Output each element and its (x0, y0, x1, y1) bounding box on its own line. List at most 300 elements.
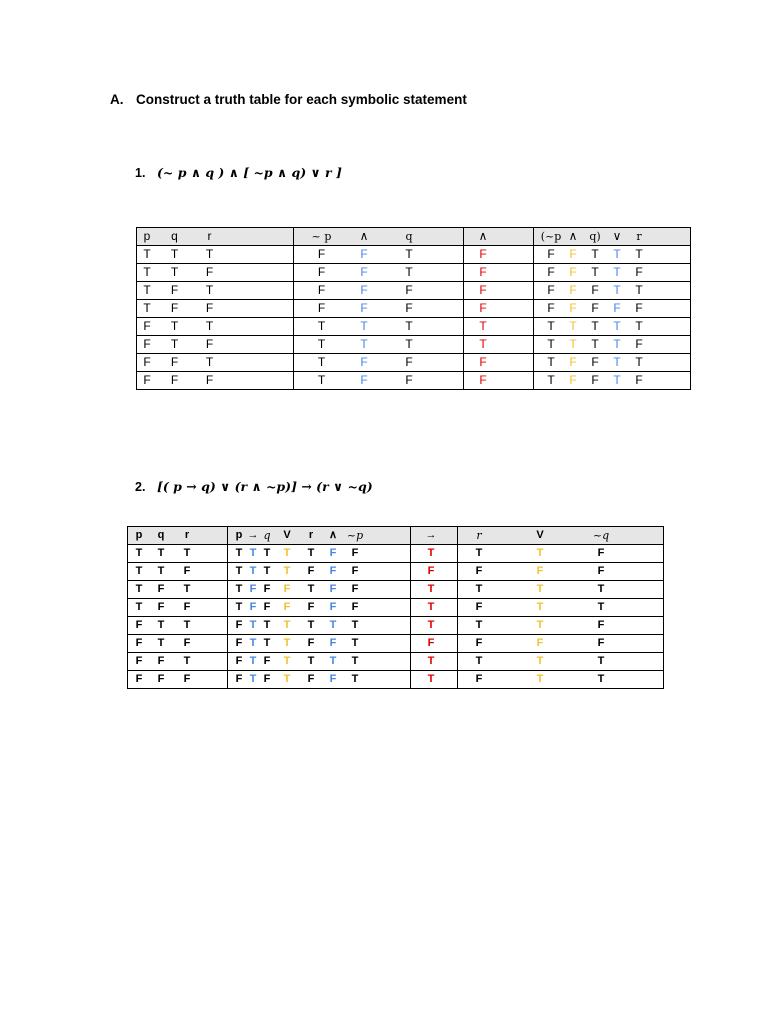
table1-value-cell: F (591, 283, 599, 297)
table2-row (128, 545, 664, 563)
table2-value-cell: F (597, 619, 605, 631)
table2-value-cell: F (329, 637, 337, 649)
table1-value-cell: F (170, 283, 179, 297)
table2-value-cell: F (235, 637, 243, 649)
table2-value-cell: F (183, 673, 191, 685)
table2-value-cell: F (329, 547, 337, 559)
table1-value-cell: T (591, 247, 599, 261)
table2-header-cell: p (135, 529, 143, 541)
table2-value-cell: T (427, 601, 435, 613)
table2-value-cell: T (263, 565, 271, 577)
table1-group-3 (464, 318, 534, 336)
table2-value-cell: F (475, 637, 483, 649)
table2-value-cell: F (183, 637, 191, 649)
table1-value-cell: F (613, 301, 621, 315)
table1-value-cell: T (405, 247, 413, 261)
table2-row (128, 653, 664, 671)
table2-group-3 (411, 653, 458, 671)
table1-header-cell: ~ p (311, 230, 332, 243)
table1-value-cell: F (360, 247, 368, 261)
table1-value-cell: F (569, 265, 577, 279)
table2-header-cell: → (247, 529, 259, 541)
table2-value-cell: T (427, 673, 435, 685)
table2-row (128, 581, 664, 599)
table1-group-2 (294, 336, 464, 354)
table1-header-cell: ∧ (359, 229, 369, 243)
table1-value-cell: T (613, 373, 621, 387)
section-heading (110, 92, 467, 107)
table2-value-cell: F (536, 565, 544, 577)
table1-header-cell: r (636, 230, 642, 243)
table1-value-cell: F (635, 337, 643, 351)
table1-value-cell: T (479, 319, 487, 333)
table2-value-cell: T (329, 655, 337, 667)
table1-header-cell: p (143, 229, 151, 243)
table1-header-cell: ∧ (568, 229, 578, 243)
table1-value-cell: T (613, 265, 621, 279)
table2-value-cell: F (249, 601, 257, 613)
table2-value-cell: F (307, 565, 315, 577)
table1-value-cell: T (569, 337, 577, 351)
table2-value-cell: T (283, 619, 291, 631)
table2-value-cell: F (475, 565, 483, 577)
table1-value-cell: F (317, 247, 326, 261)
table2-value-cell: F (475, 673, 483, 685)
table2-group-4 (458, 635, 664, 653)
statement-1-expression: (~ p ∧ q ) ∧ [ ~p ∧ q) ∨ r ] (157, 165, 342, 180)
table2-group-2 (228, 563, 411, 581)
table2-group-1 (128, 635, 228, 653)
table2-value-cell: F (597, 547, 605, 559)
table2-value-cell: F (235, 655, 243, 667)
table2-group-2 (228, 545, 411, 563)
table1-value-cell: T (170, 247, 179, 261)
table2-value-cell: T (536, 673, 544, 685)
table2-value-cell: T (536, 583, 544, 595)
table2-value-cell: F (351, 565, 359, 577)
table1-value-cell: T (170, 265, 179, 279)
table2-value-cell: F (597, 637, 605, 649)
table1-value-cell: F (635, 265, 643, 279)
table1-value-cell: F (479, 247, 487, 261)
table1-value-cell: F (205, 301, 214, 315)
table1-value-cell: F (143, 355, 151, 369)
table1-group-3 (464, 354, 534, 372)
table2-group-4 (458, 617, 664, 635)
table1-value-cell: T (405, 319, 413, 333)
table2-group-2 (228, 527, 411, 545)
table2-value-cell: T (536, 655, 544, 667)
table1-group-4 (534, 264, 691, 282)
table1-value-cell: T (635, 283, 643, 297)
table2-group-3 (411, 671, 458, 689)
table2-value-cell: F (536, 637, 544, 649)
table1-value-cell: F (547, 283, 555, 297)
table2-value-cell: T (249, 637, 257, 649)
table2-value-cell: F (135, 619, 143, 631)
table1-value-cell: T (479, 337, 487, 351)
table1-group-3 (464, 372, 534, 390)
table1-row (137, 372, 691, 390)
table2-value-cell: T (307, 583, 315, 595)
table2-value-cell: T (307, 655, 315, 667)
table2-value-cell: T (475, 619, 483, 631)
table2-header-row (128, 527, 664, 545)
table2-value-cell: F (329, 583, 337, 595)
table2-value-cell: T (235, 547, 243, 559)
table1-group-2 (294, 300, 464, 318)
table2-value-cell: T (283, 565, 291, 577)
table2-value-cell: T (475, 583, 483, 595)
table2-value-cell: T (157, 619, 165, 631)
table2-value-cell: T (351, 655, 359, 667)
table1-group-1 (137, 336, 294, 354)
table1-value-cell: T (613, 247, 621, 261)
table1-group-4 (534, 300, 691, 318)
table2-value-cell: T (183, 655, 191, 667)
table1-value-cell: F (479, 283, 487, 297)
table2-value-cell: T (263, 619, 271, 631)
table2-value-cell: T (307, 619, 315, 631)
table1-value-cell: F (143, 373, 151, 387)
table1-value-cell: T (205, 247, 214, 261)
table1-value-cell: T (635, 247, 643, 261)
table2-value-cell: T (283, 673, 291, 685)
truth-table-2 (127, 526, 664, 689)
table2-value-cell: T (183, 547, 191, 559)
table2-value-cell: T (183, 619, 191, 631)
table2-header-cell: V (536, 529, 544, 541)
table1-row (137, 264, 691, 282)
table1-value-cell: F (143, 319, 151, 333)
table2-group-4 (458, 599, 664, 617)
table1-value-cell: F (569, 283, 577, 297)
table1-value-cell: F (405, 373, 413, 387)
table1-value-cell: T (591, 265, 599, 279)
table1-group-3 (464, 228, 534, 246)
table2-value-cell: T (597, 583, 605, 595)
table1-value-cell: F (170, 301, 179, 315)
table2-value-cell: F (135, 655, 143, 667)
table2-value-cell: T (249, 547, 257, 559)
table2-value-cell: F (351, 547, 359, 559)
table2-group-1 (128, 599, 228, 617)
table1-value-cell: F (360, 355, 368, 369)
table1-value-cell: T (547, 337, 555, 351)
table2-header-cell: q (263, 529, 271, 542)
table2-group-2 (228, 599, 411, 617)
table2-group-3 (411, 527, 458, 545)
table1-value-cell: T (591, 337, 599, 351)
table2-value-cell: T (475, 547, 483, 559)
table2-value-cell: T (235, 601, 243, 613)
table2-value-cell: F (351, 601, 359, 613)
table1-value-cell: T (143, 301, 151, 315)
table1-group-2 (294, 372, 464, 390)
table2-value-cell: T (249, 619, 257, 631)
table2-value-cell: F (263, 583, 271, 595)
table2-value-cell: F (263, 655, 271, 667)
table2-group-1 (128, 527, 228, 545)
table2-value-cell: T (427, 655, 435, 667)
table2-group-3 (411, 581, 458, 599)
section-title: Construct a truth table for each symbolic statement (136, 92, 467, 107)
table2-value-cell: F (329, 565, 337, 577)
table1-value-cell: F (547, 247, 555, 261)
table2-value-cell: F (135, 673, 143, 685)
table1-value-cell: T (547, 319, 555, 333)
table2-value-cell: F (183, 565, 191, 577)
table1-value-cell: T (170, 337, 179, 351)
table1-value-cell: T (613, 283, 621, 297)
table2-group-4 (458, 527, 664, 545)
table2-value-cell: T (263, 547, 271, 559)
table2-value-cell: T (283, 637, 291, 649)
table1-value-cell: F (591, 373, 599, 387)
table1-value-cell: F (317, 265, 326, 279)
table2-row (128, 563, 664, 581)
table2-value-cell: T (536, 601, 544, 613)
table1-row (137, 300, 691, 318)
table2-value-cell: T (249, 673, 257, 685)
table2-value-cell: T (427, 583, 435, 595)
table2-group-2 (228, 635, 411, 653)
table1-value-cell: T (317, 319, 326, 333)
table1-header-cell: (~p (540, 230, 562, 243)
table2-value-cell: F (183, 601, 191, 613)
table1-group-2 (294, 282, 464, 300)
table1-group-1 (137, 354, 294, 372)
table1-value-cell: F (635, 301, 643, 315)
table2-group-1 (128, 581, 228, 599)
table2-header-cell: r (184, 529, 190, 541)
table1-value-cell: T (635, 319, 643, 333)
table1-value-cell: T (317, 355, 326, 369)
statement-2-expression: [( p → q) ∨ (r ∧ ~p)] → (r ∨ ~q) (157, 479, 373, 494)
table1-value-cell: F (143, 337, 151, 351)
table2-value-cell: F (597, 565, 605, 577)
table2-value-cell: F (351, 583, 359, 595)
table2-header-cell: q (157, 529, 165, 541)
table2-value-cell: T (427, 619, 435, 631)
table2-value-cell: F (157, 583, 165, 595)
table2-value-cell: T (135, 601, 143, 613)
table1-value-cell: T (205, 319, 214, 333)
table1-group-1 (137, 372, 294, 390)
statement-1 (135, 165, 342, 180)
table1-value-cell: F (405, 355, 413, 369)
table1-value-cell: F (479, 373, 487, 387)
table1-value-cell: T (635, 355, 643, 369)
table2-value-cell: F (157, 673, 165, 685)
table1-value-cell: F (569, 247, 577, 261)
table1-value-cell: T (547, 373, 555, 387)
table2-value-cell: T (351, 637, 359, 649)
table2-group-2 (228, 617, 411, 635)
table1-value-cell: F (405, 283, 413, 297)
table2-group-4 (458, 545, 664, 563)
table2-value-cell: T (283, 547, 291, 559)
table1-value-cell: T (143, 247, 151, 261)
table2-value-cell: T (135, 565, 143, 577)
table1-group-3 (464, 264, 534, 282)
table1-row (137, 246, 691, 264)
table1-value-cell: T (569, 319, 577, 333)
table1-group-4 (534, 336, 691, 354)
table1-value-cell: F (591, 301, 599, 315)
table2-value-cell: F (307, 673, 315, 685)
table1-value-cell: T (360, 337, 368, 351)
table1-value-cell: T (317, 373, 326, 387)
table2-header-cell: r (308, 529, 314, 541)
statement-2 (135, 479, 373, 494)
table2-value-cell: F (427, 637, 435, 649)
table1-group-2 (294, 246, 464, 264)
table2-value-cell: T (235, 565, 243, 577)
table2-header-cell: ~p (346, 529, 364, 542)
table2-header-cell: ~q (592, 529, 610, 542)
table2-group-1 (128, 671, 228, 689)
table2-value-cell: F (263, 673, 271, 685)
table2-value-cell: F (307, 637, 315, 649)
table1-value-cell: T (405, 265, 413, 279)
table2-group-1 (128, 545, 228, 563)
table1-value-cell: F (205, 337, 214, 351)
table2-value-cell: T (249, 565, 257, 577)
table2-row (128, 617, 664, 635)
table1-row (137, 354, 691, 372)
table1-group-1 (137, 264, 294, 282)
table2-header-cell: V (283, 529, 291, 541)
table1-value-cell: T (591, 319, 599, 333)
table2-value-cell: T (283, 655, 291, 667)
table1-group-1 (137, 318, 294, 336)
table1-value-cell: F (569, 355, 577, 369)
table2-group-3 (411, 599, 458, 617)
table1-header-cell: q (171, 229, 178, 243)
table2-value-cell: F (235, 619, 243, 631)
table1-value-cell: T (613, 337, 621, 351)
table1-value-cell: F (547, 301, 555, 315)
table1-group-3 (464, 300, 534, 318)
table1-value-cell: T (170, 319, 179, 333)
table1-header-cell: r (207, 229, 212, 243)
table2-group-4 (458, 671, 664, 689)
table1-value-cell: F (205, 373, 214, 387)
table2-value-cell: F (263, 601, 271, 613)
table2-value-cell: F (249, 583, 257, 595)
table1-value-cell: F (205, 265, 214, 279)
table2-value-cell: T (263, 637, 271, 649)
table1-value-cell: F (547, 265, 555, 279)
table1-value-cell: F (170, 373, 179, 387)
table2-value-cell: F (329, 673, 337, 685)
table2-header-cell: p (235, 529, 243, 541)
statement-1-number: 1. (135, 166, 146, 180)
table2-group-2 (228, 581, 411, 599)
table2-group-1 (128, 617, 228, 635)
table2-value-cell: T (536, 547, 544, 559)
table2-value-cell: T (597, 601, 605, 613)
table1-value-cell: T (547, 355, 555, 369)
table2-value-cell: T (157, 565, 165, 577)
table1-value-cell: F (360, 301, 368, 315)
table2-header-cell: ∧ (328, 529, 338, 541)
table1-value-cell: F (317, 301, 326, 315)
table1-value-cell: T (205, 283, 214, 297)
table2-value-cell: T (135, 583, 143, 595)
table1-header-cell: q) (589, 230, 601, 243)
table1-group-4 (534, 318, 691, 336)
table1-value-cell: F (635, 373, 643, 387)
table1-group-4 (534, 246, 691, 264)
table1-group-4 (534, 372, 691, 390)
table2-value-cell: T (307, 547, 315, 559)
table2-row (128, 671, 664, 689)
table2-value-cell: F (157, 601, 165, 613)
table1-group-4 (534, 282, 691, 300)
table1-group-3 (464, 246, 534, 264)
table2-value-cell: F (235, 673, 243, 685)
table2-value-cell: F (135, 637, 143, 649)
table2-group-4 (458, 581, 664, 599)
table2-value-cell: T (351, 673, 359, 685)
table2-value-cell: T (157, 547, 165, 559)
table1-value-cell: T (613, 355, 621, 369)
table1-value-cell: F (569, 373, 577, 387)
table2-value-cell: F (283, 601, 291, 613)
table2-group-3 (411, 545, 458, 563)
table1-group-1 (137, 300, 294, 318)
table1-row (137, 282, 691, 300)
table2-group-2 (228, 671, 411, 689)
table1-group-4 (534, 354, 691, 372)
table2-group-4 (458, 563, 664, 581)
table2-value-cell: F (427, 565, 435, 577)
table1-value-cell: T (143, 283, 151, 297)
table1-value-cell: F (479, 301, 487, 315)
table2-value-cell: T (235, 583, 243, 595)
table1-header-row (137, 228, 691, 246)
table2-row (128, 635, 664, 653)
table1-group-3 (464, 282, 534, 300)
table1-group-2 (294, 318, 464, 336)
table1-value-cell: T (143, 265, 151, 279)
table1-value-cell: F (591, 355, 599, 369)
table2-value-cell: T (536, 619, 544, 631)
table1-value-cell: F (360, 283, 368, 297)
table2-group-1 (128, 653, 228, 671)
table2-group-1 (128, 563, 228, 581)
table1-group-3 (464, 336, 534, 354)
table2-value-cell: T (427, 547, 435, 559)
table1-value-cell: F (317, 283, 326, 297)
table2-header-cell: → (425, 529, 437, 541)
table2-value-cell: T (157, 637, 165, 649)
table1-group-2 (294, 264, 464, 282)
table1-value-cell: F (170, 355, 179, 369)
truth-table-1 (136, 227, 691, 390)
table1-value-cell: F (569, 301, 577, 315)
table1-value-cell: T (205, 355, 214, 369)
table1-value-cell: F (479, 265, 487, 279)
table2-value-cell: F (475, 601, 483, 613)
table2-group-3 (411, 617, 458, 635)
table2-value-cell: T (135, 547, 143, 559)
table2-value-cell: F (307, 601, 315, 613)
table1-group-2 (294, 354, 464, 372)
table2-group-3 (411, 563, 458, 581)
